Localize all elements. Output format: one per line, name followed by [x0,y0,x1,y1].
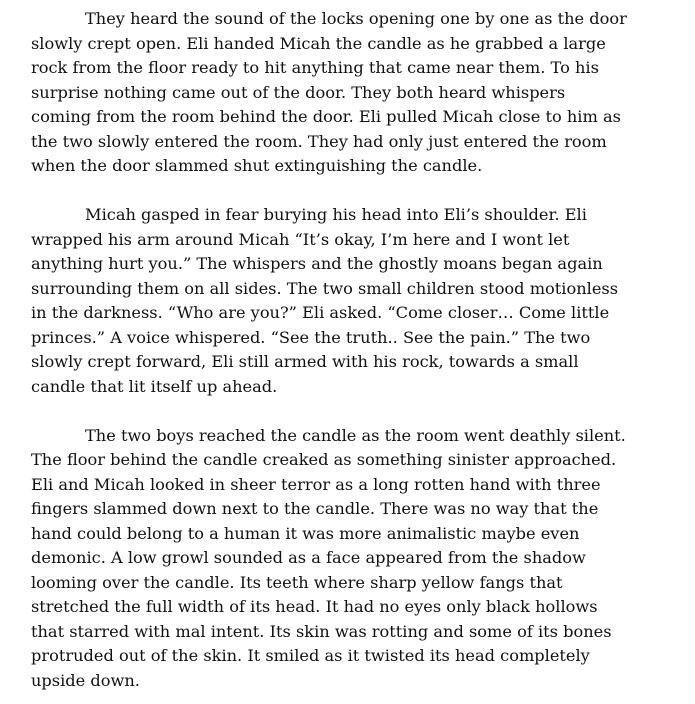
text-line: hand could belong to a human it was more animalistic maybe even [31,523,580,543]
text-line: anything hurt you.” The whispers and the ghostly moans began again [31,254,603,273]
text-line: rock from the floor ready to hit anything that came near them. To his [31,58,599,77]
text-line: Micah gasped in fear burying his head into Eli’s shoulder. Eli [85,205,587,224]
text-line: wrapped his arm around Micah “It’s okay, I’m here and I wont let [31,229,570,249]
paragraph-2 [31,203,681,399]
paragraph-1 [31,7,681,179]
paragraph-3 [31,424,681,694]
text-line: fingers slammed down next to the candle. There was no way that the [31,499,599,518]
text-line: slowly crept forward, Eli still armed with his rock, towards a small [31,352,579,371]
text-line: The floor behind the candle creaked as something sinister approached. [31,450,617,469]
text-line: candle that lit itself up ahead. [31,376,278,396]
text-line: stretched the full width of its head. It had no eyes only black hollows [31,597,598,616]
text-line: looming over the candle. Its teeth where sharp yellow fangs that [31,572,563,592]
text-line: They heard the sound of the locks opening one by one as the door [85,9,627,28]
text-line: when the door slammed shut extinguishing the candle. [31,156,483,175]
text-line: surrounding them on all sides. The two small children stood motionless [31,278,619,298]
text-line: protruded out of the skin. It smiled as it twisted its head completely [31,646,590,665]
text-line: the two slowly entered the room. They had only just entered the room [31,131,607,151]
text-line: upside down. [31,670,140,690]
text-line: surprise nothing came out of the door. They both heard whispers [31,82,566,102]
text-line: that starred with mal intent. Its skin was rotting and some of its bones [31,621,612,641]
text-line: demonic. A low growl sounded as a face appeared from the shadow [31,548,586,567]
text-line: Eli and Micah looked in sheer terror as a long rotten hand with three [31,474,601,494]
text-line: coming from the room behind the door. Eli pulled Micah close to him as [31,107,621,126]
text-line: in the darkness. “Who are you?” Eli asked. “Come closer… Come little [31,303,610,322]
text-line: princes.” A voice whispered. “See the truth.. See the pain.” The two [31,327,591,347]
text-line: The two boys reached the candle as the room went deathly silent. [85,425,626,445]
text-line: slowly crept open. Eli handed Micah the candle as he grabbed a large [31,33,606,53]
